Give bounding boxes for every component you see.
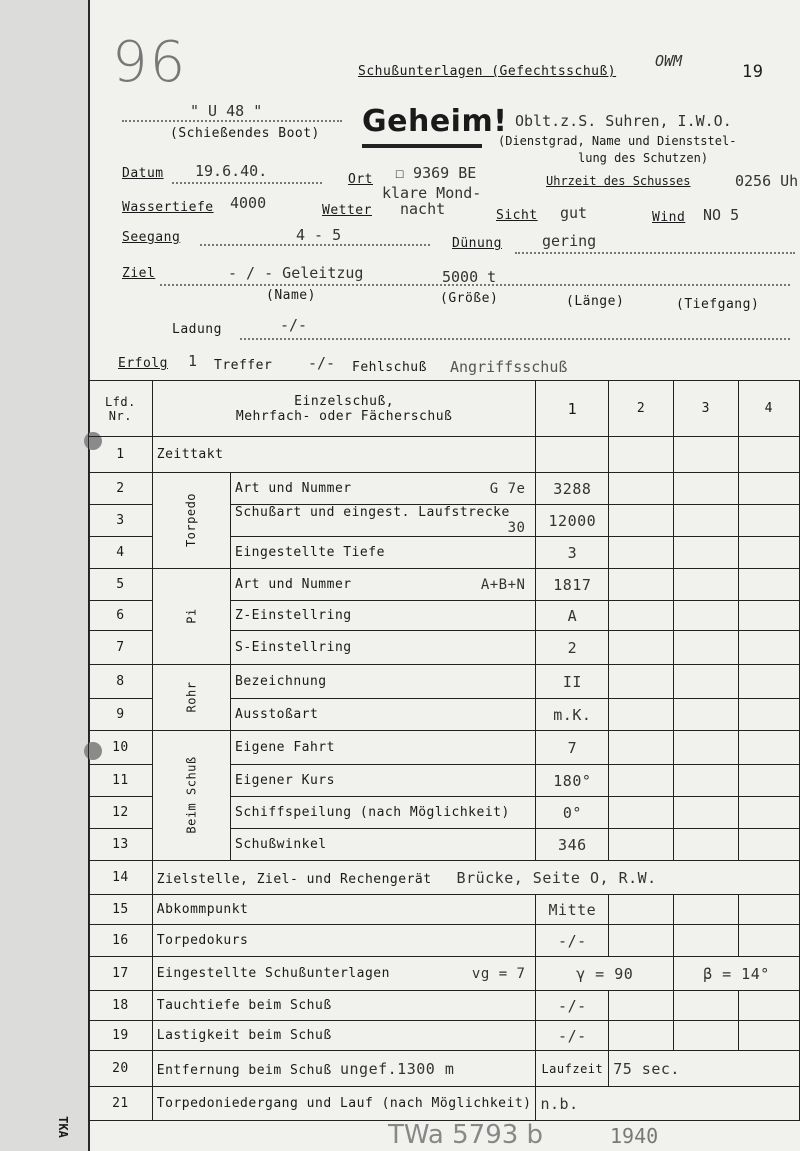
empty-cell	[738, 925, 799, 957]
laufzeit-value: 75 sec.	[609, 1051, 800, 1087]
datum-label: Datum	[122, 166, 164, 181]
header-description	[152, 381, 536, 437]
wind-label: Wind	[652, 210, 686, 225]
empty-cell	[609, 1021, 674, 1051]
wetter-value-1: klare Mond-	[382, 184, 482, 202]
dotted-line	[240, 338, 790, 340]
row-label: Torpedokurs	[152, 925, 536, 957]
header-col-3: 3	[673, 381, 738, 437]
empty-cell	[673, 765, 738, 797]
row-label-cell	[231, 505, 536, 537]
ziel-value: - / - Geleitzug	[228, 264, 364, 282]
table-row	[89, 861, 800, 895]
empty-cell	[609, 731, 674, 765]
empty-cell	[738, 665, 799, 699]
row-value-1: Mitte	[536, 895, 609, 925]
seegang-value: 4 - 5	[296, 226, 342, 244]
ziel-size: 5000 t	[442, 268, 497, 286]
empty-cell	[673, 1021, 738, 1051]
empty-cell	[738, 1021, 799, 1051]
row-number: 7	[89, 631, 153, 665]
row-number: 20	[89, 1051, 153, 1087]
row-number: 10	[89, 731, 153, 765]
empty-cell	[609, 797, 674, 829]
row-label: Abkommpunkt	[152, 895, 536, 925]
empty-cell	[609, 699, 674, 731]
uhrzeit-label: Uhrzeit des Schusses	[546, 174, 691, 188]
empty-cell	[673, 569, 738, 601]
empty-cell	[609, 569, 674, 601]
table-row	[89, 895, 800, 925]
empty-cell	[738, 569, 799, 601]
secret-stamp: Geheim!	[362, 104, 508, 139]
stamp-underline	[362, 144, 482, 148]
datum-value: 19.6.40.	[195, 162, 268, 180]
ziel-laenge-label: (Länge)	[566, 294, 625, 309]
row-number: 21	[89, 1087, 153, 1121]
empty-cell	[738, 797, 799, 829]
ziel-tiefgang-label: (Tiefgang)	[676, 297, 760, 312]
empty-cell	[609, 631, 674, 665]
header-title: Schußunterlagen (Gefechtsschuß)	[358, 64, 617, 79]
officer-label-1: (Dienstgrad, Name und Dienststel-	[498, 134, 737, 148]
row-number: 15	[89, 895, 153, 925]
erfolg-note: Angriffsschuß	[450, 358, 568, 376]
empty-cell	[673, 925, 738, 957]
page-margin	[0, 0, 88, 1151]
empty-cell	[609, 895, 674, 925]
empty-cell	[609, 537, 674, 569]
empty-cell	[673, 731, 738, 765]
sicht-label: Sicht	[496, 208, 538, 223]
ladung-value: -/-	[280, 316, 308, 334]
row-label: Torpedoniedergang und Lauf (nach Möglichkeit)	[152, 1087, 536, 1121]
row-value-1: A	[536, 601, 609, 631]
header-desc-line-1: Einzelschuß,	[294, 393, 395, 409]
boat-value: " U 48 "	[190, 102, 263, 120]
row-value-1: 3	[536, 537, 609, 569]
dotted-line	[160, 284, 790, 286]
group-beim-schuss	[152, 731, 230, 861]
wassertiefe-label: Wassertiefe	[122, 200, 214, 215]
row-label-cell	[152, 861, 799, 895]
group-rohr	[152, 665, 230, 731]
row-number: 3	[89, 505, 153, 537]
row-value-1: -/-	[536, 991, 609, 1021]
empty-cell	[738, 473, 799, 505]
row-value-1: 346	[536, 829, 609, 861]
empty-cell	[738, 505, 799, 537]
empty-cell	[609, 505, 674, 537]
row-number: 14	[89, 861, 153, 895]
row-beta-value: β = 14°	[673, 957, 799, 991]
row-number: 6	[89, 601, 153, 631]
empty-cell	[738, 895, 799, 925]
empty-cell	[738, 601, 799, 631]
archive-stamp: TWa 5793 b	[388, 1120, 544, 1150]
header-col-2: 2	[609, 381, 674, 437]
row-label: Lastigkeit beim Schuß	[152, 1021, 536, 1051]
row-label: Ausstoßart	[231, 699, 536, 731]
table-row	[89, 1021, 800, 1051]
ladung-label: Ladung	[172, 322, 222, 337]
empty-cell	[673, 505, 738, 537]
table-row	[89, 925, 800, 957]
group-torpedo	[152, 473, 230, 569]
row-number: 1	[89, 437, 153, 473]
duenung-label: Dünung	[452, 236, 502, 251]
row-label-cell	[152, 957, 536, 991]
row-gamma-value: γ = 90	[536, 957, 673, 991]
laufzeit-label: Laufzeit	[536, 1051, 609, 1087]
group-label: Pi	[184, 608, 199, 624]
empty-cell	[673, 601, 738, 631]
header-col-1: 1	[536, 381, 609, 437]
row-label: Eingestellte Schußunterlagen	[156, 965, 390, 981]
wind-value: NO 5	[703, 206, 740, 224]
group-label: Torpedo	[184, 492, 199, 548]
empty-cell	[738, 765, 799, 797]
empty-cell	[609, 665, 674, 699]
empty-cell	[609, 473, 674, 505]
empty-cell	[738, 437, 799, 473]
doc-number: 96	[112, 30, 188, 95]
row-number: 8	[89, 665, 153, 699]
row-label: Eingestellte Tiefe	[231, 537, 536, 569]
row-note: A+B+N	[480, 576, 526, 593]
empty-cell	[738, 699, 799, 731]
row-label: Bezeichnung	[231, 665, 536, 699]
row-value-1: 3288	[536, 473, 609, 505]
sicht-value: gut	[560, 204, 588, 222]
table-row	[89, 991, 800, 1021]
wassertiefe-value: 4000	[230, 194, 267, 212]
empty-cell	[609, 925, 674, 957]
row-number: 18	[89, 991, 153, 1021]
row-value-1: 12000	[536, 505, 609, 537]
row-label: Zeittakt	[152, 437, 536, 473]
group-label: Beim Schuß	[184, 756, 199, 834]
wetter-value-2: nacht	[400, 200, 446, 218]
year-prefix: 19	[742, 62, 764, 82]
erfolg-label: Erfolg	[118, 356, 168, 371]
empty-cell	[673, 829, 738, 861]
header-desc-line-2: Mehrfach- oder Fächerschuß	[235, 408, 453, 424]
row-label: Art und Nummer	[235, 480, 352, 496]
row-value-1: 7	[536, 731, 609, 765]
group-label: Rohr	[184, 681, 199, 713]
row-note: 30	[507, 520, 526, 536]
ort-value: ☐ 9369 BE	[395, 164, 477, 182]
header-lfd: Lfd. Nr.	[89, 381, 153, 437]
boat-label: (Schießendes Boot)	[170, 126, 320, 141]
officer-value: Oblt.z.S. Suhren, I.W.O.	[515, 112, 732, 130]
row-label: Eigener Kurs	[231, 765, 536, 797]
row-value-1: II	[536, 665, 609, 699]
wetter-label: Wetter	[322, 203, 372, 218]
row-value-1: -/-	[536, 1021, 609, 1051]
table-row	[89, 665, 800, 699]
ziel-groesse-label: (Größe)	[440, 291, 499, 306]
row-number: 17	[89, 957, 153, 991]
empty-cell	[738, 991, 799, 1021]
duenung-value: gering	[542, 232, 597, 250]
row-label: Schußwinkel	[231, 829, 536, 861]
row-number: 13	[89, 829, 153, 861]
empty-cell	[609, 601, 674, 631]
row-value-1: m.K.	[536, 699, 609, 731]
empty-cell	[673, 665, 738, 699]
dotted-line	[200, 244, 430, 246]
row-note: ungef.1300 m	[339, 1059, 455, 1078]
empty-cell	[609, 829, 674, 861]
empty-cell	[738, 829, 799, 861]
row-label: Schiffspeilung (nach Möglichkeit)	[231, 797, 536, 829]
empty-cell	[673, 537, 738, 569]
group-pi	[152, 569, 230, 665]
row-label-cell	[152, 1051, 536, 1087]
row-note: n.b.	[536, 1087, 800, 1121]
row-label: Zielstelle, Ziel- und Rechengerät	[156, 871, 432, 887]
row-note: G 7e	[489, 480, 526, 497]
row-label: Schußart und eingest. Laufstrecke	[235, 505, 510, 520]
row-number: 19	[89, 1021, 153, 1051]
header-col-4: 4	[738, 381, 799, 437]
empty-cell	[609, 991, 674, 1021]
row-label: Eigene Fahrt	[231, 731, 536, 765]
empty-cell	[673, 473, 738, 505]
table-row	[89, 569, 800, 601]
margin-code: TKA	[55, 1116, 70, 1138]
erfolg-fehlschuss: Fehlschuß	[352, 360, 427, 375]
row-number: 4	[89, 537, 153, 569]
empty-cell	[609, 765, 674, 797]
row-value-1: 1817	[536, 569, 609, 601]
table-row	[89, 1087, 800, 1121]
row-number: 11	[89, 765, 153, 797]
row-number: 2	[89, 473, 153, 505]
empty-cell	[738, 537, 799, 569]
row-label: S-Einstellring	[231, 631, 536, 665]
empty-cell	[738, 731, 799, 765]
row-number: 9	[89, 699, 153, 731]
seegang-label: Seegang	[122, 230, 181, 245]
empty-cell	[673, 797, 738, 829]
empty-cell	[673, 631, 738, 665]
row-label: Art und Nummer	[235, 576, 352, 592]
row-value-1: 2	[536, 631, 609, 665]
row-number: 16	[89, 925, 153, 957]
row-number: 5	[89, 569, 153, 601]
empty-cell	[673, 991, 738, 1021]
shot-data-table	[88, 380, 800, 1121]
row-label: Tauchtiefe beim Schuß	[152, 991, 536, 1021]
table-row	[89, 957, 800, 991]
dotted-line	[122, 120, 342, 122]
dotted-line	[172, 182, 322, 184]
ort-label: Ort	[348, 172, 373, 187]
table-row	[89, 1051, 800, 1087]
table-header-row	[89, 381, 800, 437]
empty-cell	[673, 437, 738, 473]
year-stamp: 1940	[610, 1124, 659, 1148]
erfolg-misses: -/-	[308, 354, 336, 372]
signature-mark: OWM	[655, 52, 683, 70]
table-row	[89, 437, 800, 473]
erfolg-treffer: Treffer	[214, 358, 273, 373]
row-value-1: 0°	[536, 797, 609, 829]
row-note: Brücke, Seite O, R.W.	[456, 868, 657, 887]
dotted-line	[515, 252, 795, 254]
row-value-1: -/-	[536, 925, 609, 957]
ziel-label: Ziel	[122, 266, 156, 281]
row-label-cell	[231, 569, 536, 601]
table-row	[89, 473, 800, 505]
ziel-name-label: (Name)	[266, 288, 316, 303]
row-label: Z-Einstellring	[231, 601, 536, 631]
row-label-cell	[231, 473, 536, 505]
row-value-1	[536, 437, 609, 473]
empty-cell	[609, 437, 674, 473]
empty-cell	[673, 699, 738, 731]
uhrzeit-value: 0256 Uh	[735, 172, 799, 190]
row-number: 12	[89, 797, 153, 829]
erfolg-hits: 1	[188, 352, 198, 370]
row-vg-value: vg = 7	[471, 965, 526, 982]
officer-label-2: lung des Schutzen)	[578, 151, 709, 165]
empty-cell	[673, 895, 738, 925]
row-label: Entfernung beim Schuß	[156, 1062, 332, 1078]
empty-cell	[738, 631, 799, 665]
row-value-1: 180°	[536, 765, 609, 797]
table-row	[89, 731, 800, 765]
